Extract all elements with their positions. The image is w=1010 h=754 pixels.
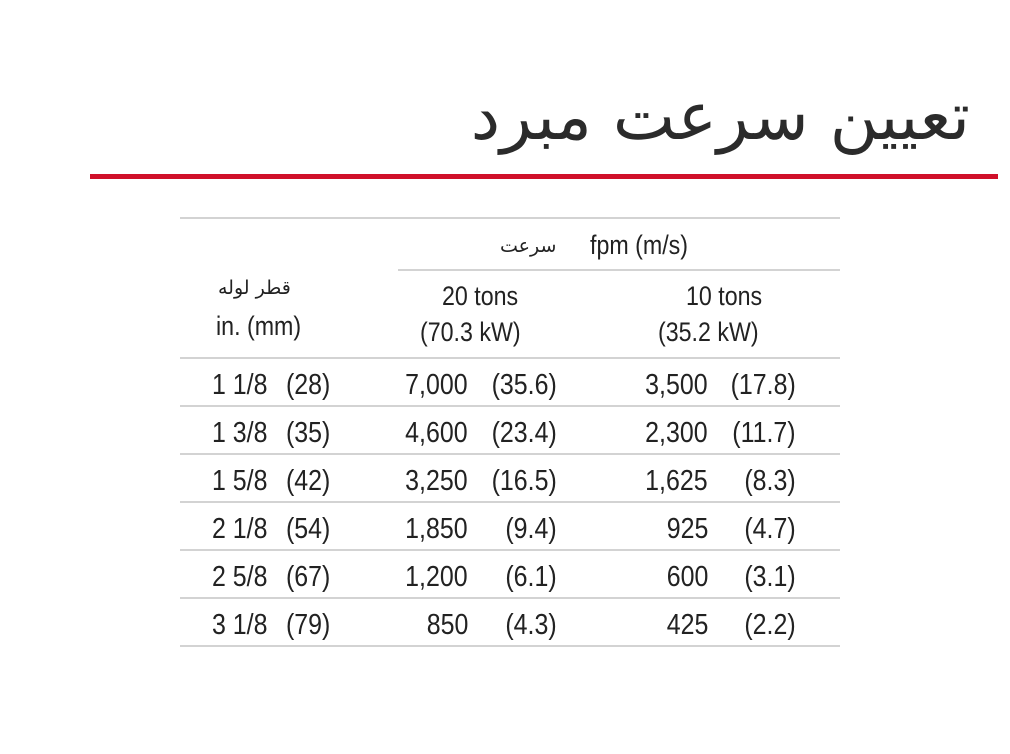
page-title: تعیین سرعت مبرد: [470, 78, 970, 155]
velocity-10-ms: (4.7): [744, 513, 796, 545]
velocity-20-fpm: 1,850: [405, 513, 468, 545]
diameter-label-fa: قطر لوله: [218, 277, 291, 299]
velocity-20-fpm: 4,600: [405, 417, 468, 449]
velocity-10-fpm: 2,300: [645, 417, 708, 449]
velocity-10-ms: (2.2): [744, 609, 796, 641]
col-10-tons-label: 10 tons: [686, 281, 763, 311]
pipe-size: 3 1/8: [212, 609, 268, 641]
header-group-rule: [398, 269, 840, 271]
table-row: [180, 409, 840, 457]
pipe-size: 2 5/8: [212, 561, 268, 593]
diameter-unit: in. (mm): [216, 311, 302, 341]
row-rule: [180, 549, 840, 551]
velocity-20-ms: (9.4): [505, 513, 557, 545]
title-underline: [90, 174, 998, 179]
velocity-10-ms: (17.8): [730, 369, 796, 401]
pipe-size: 1 5/8: [212, 465, 268, 497]
col-10-kw-label: (35.2 kW): [658, 317, 759, 347]
pipe-mm: (42): [286, 465, 331, 497]
velocity-10-fpm: 1,625: [645, 465, 708, 497]
pipe-mm: (67): [286, 561, 331, 593]
velocity-10-fpm: 3,500: [645, 369, 708, 401]
velocity-10-ms: (11.7): [732, 417, 796, 449]
velocity-20-ms: (4.3): [505, 609, 557, 641]
velocity-label-fa: سرعت: [500, 235, 557, 257]
velocity-20-fpm: 1,200: [405, 561, 468, 593]
velocity-20-fpm: 850: [426, 609, 468, 641]
pipe-size: 2 1/8: [212, 513, 268, 545]
table-row: [180, 553, 840, 601]
table-bottom-rule: [180, 645, 840, 647]
velocity-20-ms: (6.1): [505, 561, 557, 593]
row-rule: [180, 501, 840, 503]
col-20-kw-label: (70.3 kW): [420, 317, 521, 347]
table-row: [180, 361, 840, 409]
row-rule: [180, 597, 840, 599]
table-row: [180, 601, 840, 649]
velocity-20-ms: (16.5): [491, 465, 557, 497]
row-rule: [180, 405, 840, 407]
velocity-20-ms: (23.4): [491, 417, 557, 449]
table-top-rule: [180, 217, 840, 219]
col-20-tons-label: 20 tons: [442, 281, 519, 311]
velocity-10-fpm: 600: [666, 561, 708, 593]
velocity-20-ms: (35.6): [491, 369, 557, 401]
pipe-mm: (79): [286, 609, 331, 641]
pipe-mm: (28): [286, 369, 331, 401]
velocity-20-fpm: 7,000: [405, 369, 468, 401]
pipe-size: 1 3/8: [212, 417, 268, 449]
velocity-10-fpm: 925: [666, 513, 708, 545]
pipe-size: 1 1/8: [212, 369, 268, 401]
velocity-20-fpm: 3,250: [405, 465, 468, 497]
table-row: [180, 457, 840, 505]
velocity-10-ms: (8.3): [744, 465, 796, 497]
pipe-mm: (35): [286, 417, 331, 449]
velocity-unit: fpm (m/s): [590, 230, 689, 260]
velocity-10-fpm: 425: [666, 609, 708, 641]
table-row: [180, 505, 840, 553]
row-rule: [180, 453, 840, 455]
pipe-mm: (54): [286, 513, 331, 545]
header-bottom-rule: [180, 357, 840, 359]
velocity-10-ms: (3.1): [744, 561, 796, 593]
